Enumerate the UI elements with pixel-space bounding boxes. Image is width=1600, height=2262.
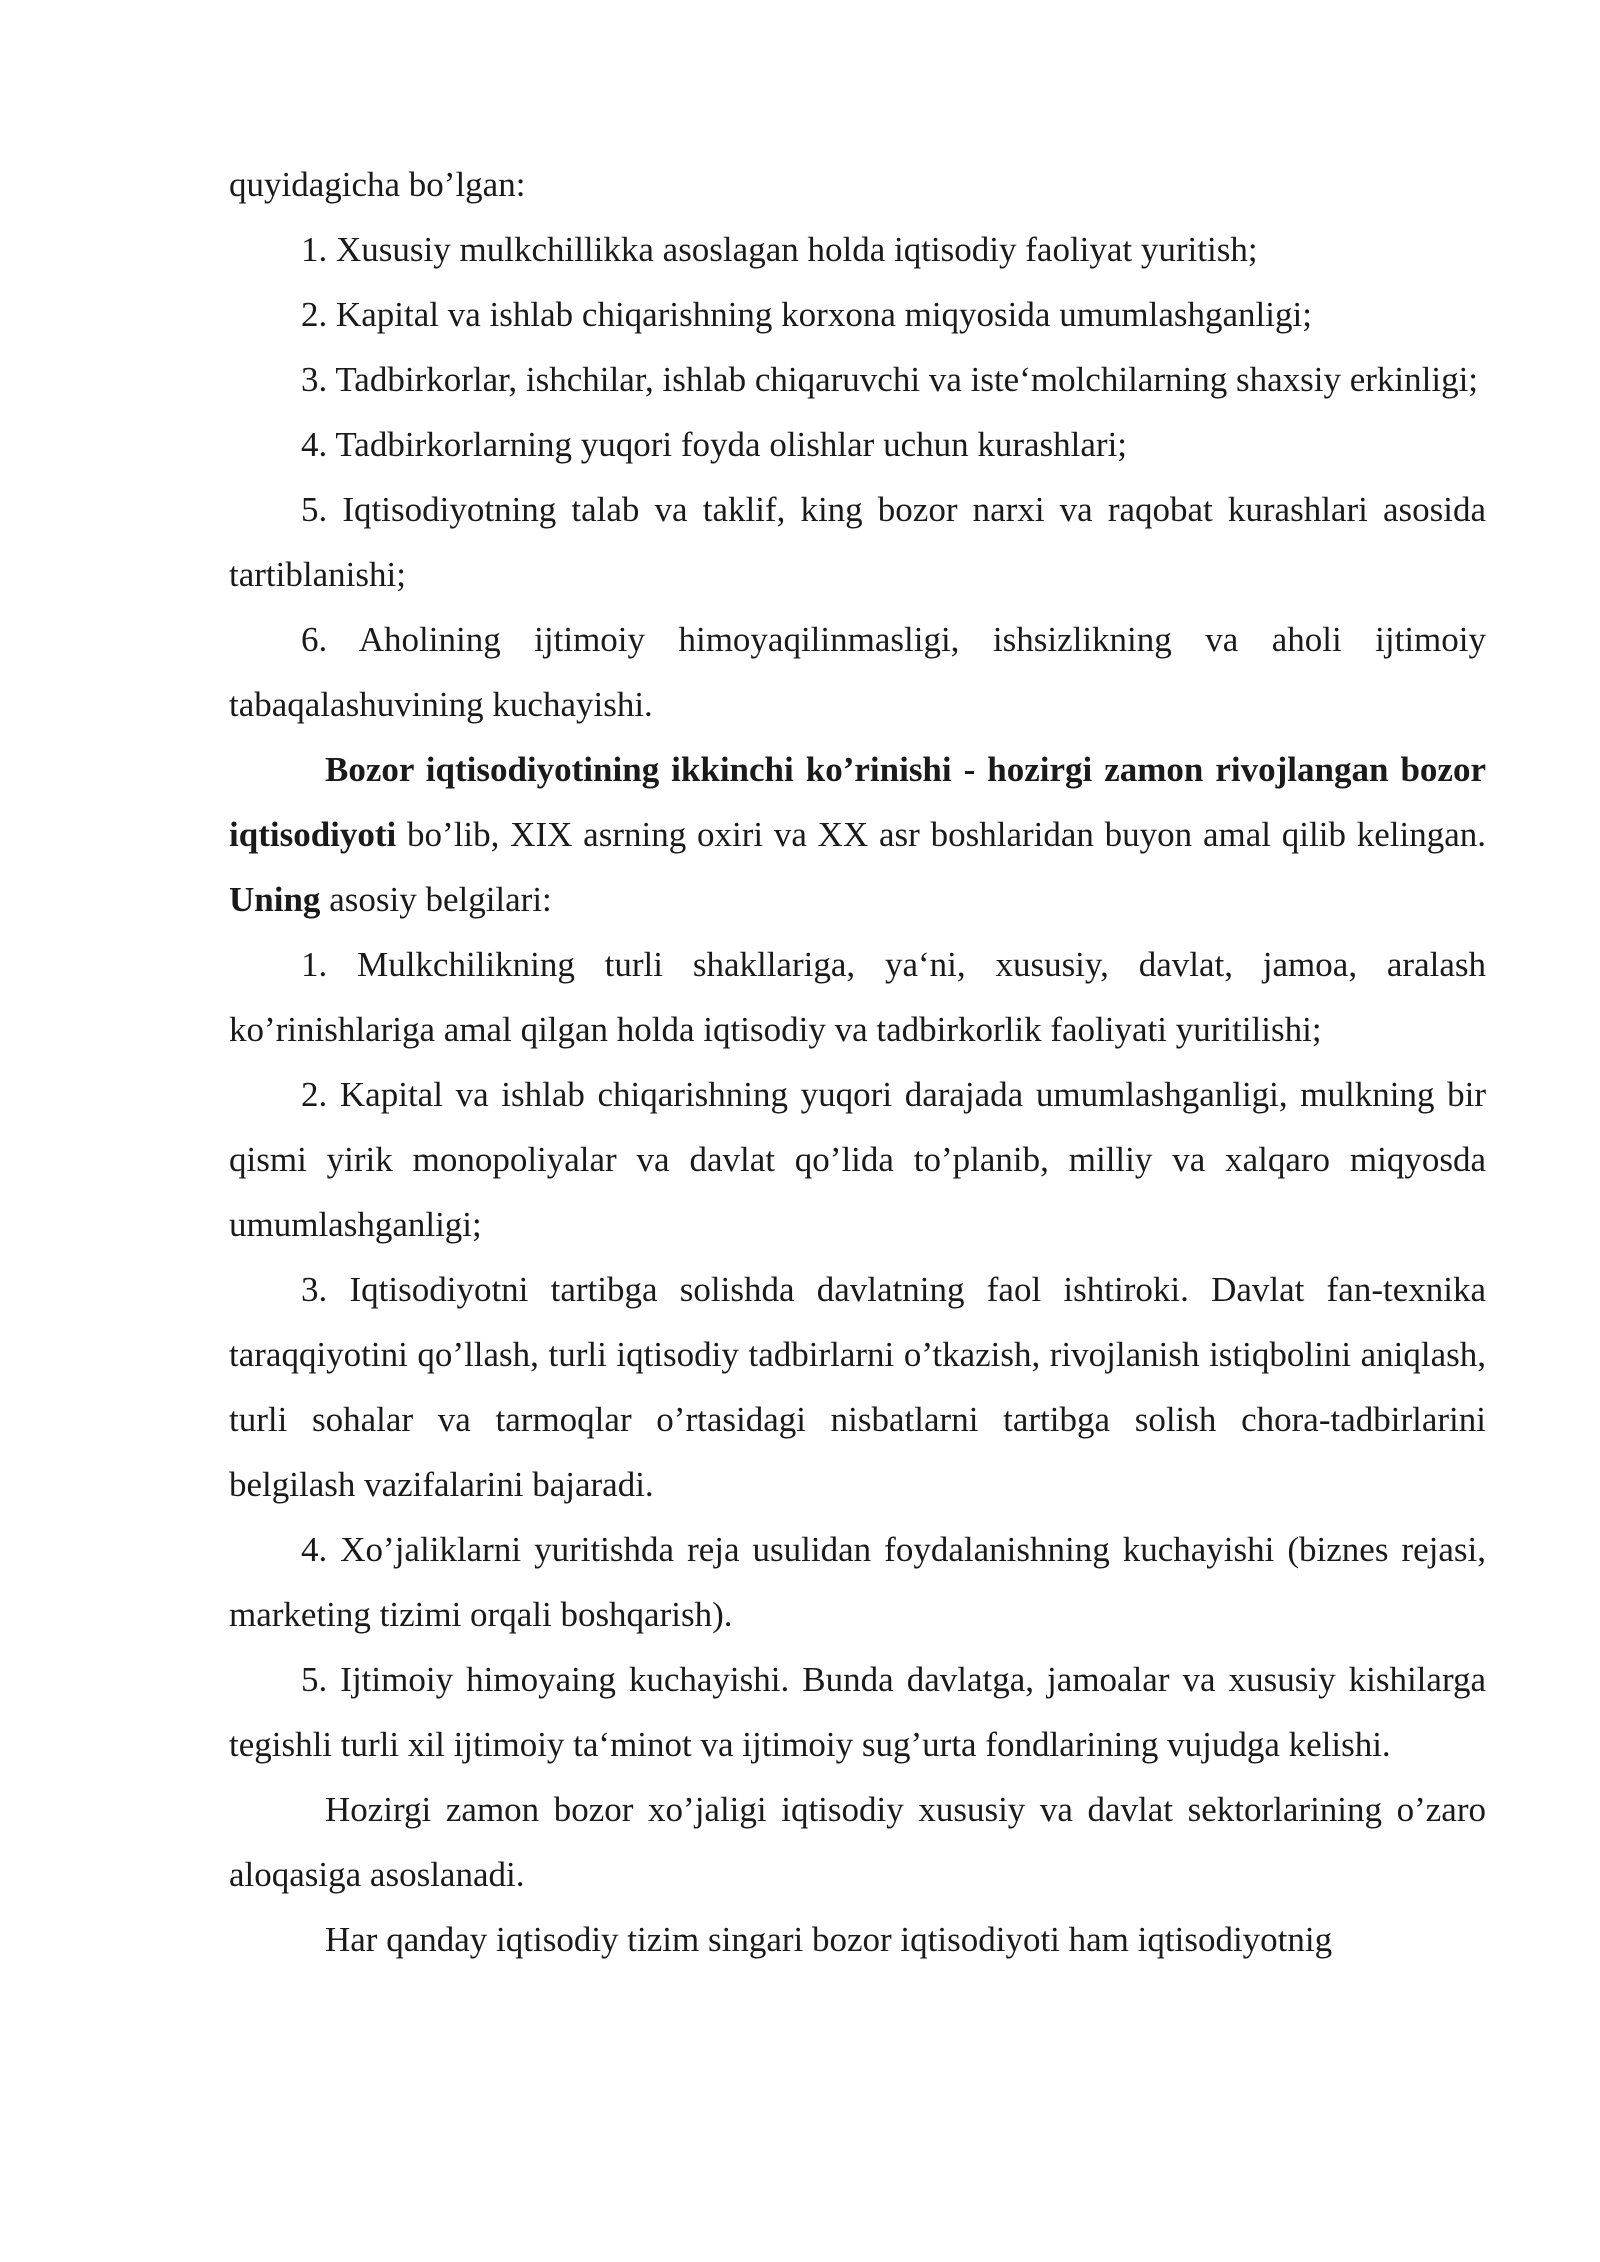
document-body — [229, 152, 1486, 1972]
first-list-item-6 — [229, 607, 1486, 737]
list-number: 3. — [301, 360, 328, 399]
list-number: 2. — [301, 295, 328, 334]
first-list-item-2 — [229, 282, 1486, 347]
list-number: 1. — [301, 230, 328, 269]
intro-tail-text: asosiy belgilari: — [320, 880, 552, 919]
second-intro-paragraph — [229, 737, 1486, 932]
closing-paragraph-1: Hozirgi zamon bozor xo’jaligi iqtisodiy xususiy va davlat sektorlarining o’zaro aloqasiga asoslanadi. — [229, 1790, 1486, 1894]
list-number: 4. — [301, 1530, 328, 1569]
list-text: Xususiy mulkchillikka asoslagan holda iqtisodiy faoliyat yuritish; — [336, 230, 1258, 269]
list-text: Iqtisodiyotni tartibga solishda davlatning faol ishtiroki. Davlat fan-texnika taraqqiyotini qo’llash, turli iqtisodiy tadbirlarni o’tkazish, rivojlanish istiqbolini aniqlash, turli sohalar va tarmoqlar o’rtasidagi nisbatlarni tartibga solish chora-tadbirlarini belgilash vazifalarini bajaradi. — [229, 1270, 1486, 1504]
intro-bold-word: Uning — [229, 880, 321, 919]
list-text: Ijtimoiy himoyaing kuchayishi. Bunda davlatga, jamoalar va xususiy kishilarga tegishli turli xil ijtimoiy ta‘minot va ijtimoiy sug’urta fondlarining vujudga kelishi. — [229, 1660, 1486, 1764]
list-text: Iqtisodiyotning talab va taklif, king bozor narxi va raqobat kurashlari asosida tartiblanishi; — [229, 490, 1487, 594]
intro-bold-heading: Bozor iqtisodiyotining ikkinchi ko’rinishi - hozirgi zamon rivojlangan bozor iqtisodiyoti — [229, 750, 1486, 854]
list-text: Tadbirkorlarning yuqori foyda olishlar uchun kurashlari; — [335, 425, 1128, 464]
closing-paragraph-2: Har qanday iqtisodiy tizim singari bozor iqtisodiyoti ham iqtisodiyotnig — [325, 1920, 1333, 1959]
second-list-item-1 — [229, 932, 1486, 1062]
list-text: Tadbirkorlar, ishchilar, ishlab chiqaruvchi va iste‘molchilarning shaxsiy erkinligi; — [335, 360, 1479, 399]
intro-regular-text: bo’lib, XIX asrning oxiri va XX asr boshlaridan buyon amal qilib kelingan. — [396, 815, 1486, 854]
list-text: Kapital va ishlab chiqarishning yuqori darajada umumlashganligi, mulkning bir qismi yirik monopoliyalar va davlat qo’lida to’planib, milliy va xalqaro miqyosda umumlashganligi; — [229, 1075, 1486, 1244]
list-number: 3. — [301, 1270, 328, 1309]
list-text: Xo’jaliklarni yuritishda reja usulidan foydalanishning kuchayishi (biznes rejasi, marketing tizimi orqali boshqarish). — [229, 1530, 1486, 1634]
list-number: 1. — [301, 945, 328, 984]
second-list-item-2 — [229, 1062, 1486, 1257]
list-number: 2. — [301, 1075, 328, 1114]
first-list-item-5 — [229, 477, 1486, 607]
list-number: 5. — [301, 1660, 328, 1699]
first-list-item-4 — [229, 412, 1486, 477]
list-number: 5. — [301, 490, 328, 529]
second-list-item-4 — [229, 1517, 1486, 1647]
first-list-item-3 — [229, 347, 1486, 412]
list-text: Mulkchilikning turli shakllariga, ya‘ni, xususiy, davlat, jamoa, aralash ko’rinishlariga amal qilgan holda iqtisodiy va tadbirkorlik faoliyati yuritilishi; — [229, 945, 1486, 1049]
lead-line: quyidagicha bo’lgan: — [229, 165, 526, 204]
list-number: 4. — [301, 425, 328, 464]
list-text: Aholining ijtimoiy himoyaqilinmasligi, ishsizlikning va aholi ijtimoiy tabaqalashuvining kuchayishi. — [229, 620, 1486, 724]
list-number: 6. — [301, 620, 328, 659]
list-text: Kapital va ishlab chiqarishning korxona miqyosida umumlashganligi; — [336, 295, 1312, 334]
second-list-item-5 — [229, 1647, 1486, 1777]
second-list-item-3 — [229, 1257, 1486, 1517]
first-list-item-1 — [229, 217, 1486, 282]
